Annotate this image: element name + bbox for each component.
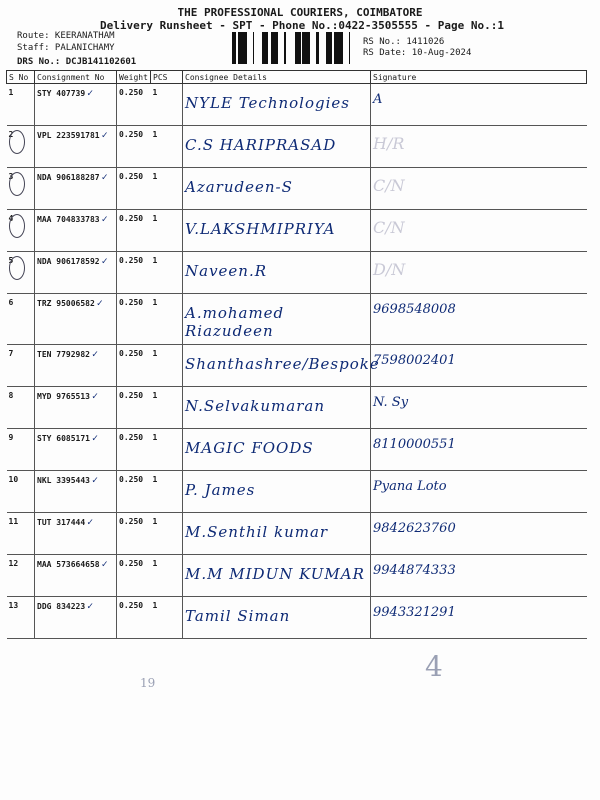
row-consignee xyxy=(183,345,380,387)
row-signature-text: C/N xyxy=(373,218,405,237)
table-row xyxy=(7,345,587,387)
row-consignment xyxy=(35,387,117,429)
row-pcs-text: 1 xyxy=(152,256,158,265)
barcode-bar xyxy=(328,32,331,64)
table-row xyxy=(7,294,587,345)
row-sno-text: 13 xyxy=(8,601,19,610)
row-weight-text: 0.250 xyxy=(119,517,144,526)
row-signature xyxy=(371,345,587,387)
row-sno-text: 11 xyxy=(8,517,19,526)
row-weight xyxy=(117,513,151,555)
barcode-bar xyxy=(284,32,286,64)
row-pcs xyxy=(151,429,183,471)
barcode-bar xyxy=(340,32,343,64)
row-sno xyxy=(7,210,35,252)
row-pcs xyxy=(151,345,183,387)
check-mark-icon: ✓ xyxy=(101,130,108,141)
row-signature xyxy=(371,597,587,639)
barcode-bar xyxy=(331,32,332,64)
row-signature xyxy=(371,513,587,555)
row-consignment-text: MYD 9765513 xyxy=(37,392,90,401)
row-pcs-text: 1 xyxy=(152,298,158,307)
table-row xyxy=(7,168,587,210)
runsheet-subtitle: Delivery Runsheet - SPT - Phone No.:0422-3505555 - Page No.:1 xyxy=(100,19,504,32)
row-consignment xyxy=(35,471,117,513)
row-consignment-text: STY 407739 xyxy=(37,89,86,98)
barcode-bar xyxy=(295,32,296,64)
barcode-bar xyxy=(338,32,340,64)
row-consignment-text: MAA 704833783 xyxy=(37,215,100,224)
row-weight xyxy=(117,471,151,513)
barcode-bar xyxy=(304,32,307,64)
row-signature-text: D/N xyxy=(373,260,406,279)
row-consignment-text: MAA 573664658 xyxy=(37,560,100,569)
row-consignment xyxy=(35,168,117,210)
row-sno-text: 9 xyxy=(8,433,14,442)
row-weight-text: 0.250 xyxy=(119,256,144,265)
row-sno xyxy=(7,294,35,345)
barcode-bar xyxy=(262,32,265,64)
row-weight-text: 0.250 xyxy=(119,130,144,139)
barcode-bar xyxy=(242,32,244,64)
row-signature-text: 7598002401 xyxy=(373,353,456,368)
rs-number: RS No.: 1411026 xyxy=(363,37,445,47)
staff-label: Staff: PALANICHAMY xyxy=(17,43,115,53)
row-pcs-text: 1 xyxy=(152,391,158,400)
row-signature xyxy=(371,294,587,345)
row-consignment-text: TUT 317444 xyxy=(37,518,86,527)
row-signature-text: 9944874333 xyxy=(373,563,456,578)
row-sno xyxy=(7,345,35,387)
row-signature-text: H/R xyxy=(373,134,405,153)
row-signature-text: N. Sy xyxy=(373,395,409,410)
row-sno xyxy=(7,252,35,294)
barcode-bar xyxy=(266,32,268,64)
row-consignment xyxy=(35,345,117,387)
circle-mark-icon xyxy=(9,256,25,280)
table-row xyxy=(7,252,587,294)
row-consignee-text: NYLE Technologies xyxy=(185,94,350,112)
table-row xyxy=(7,555,587,597)
row-sno-text: 1 xyxy=(8,88,14,97)
circle-mark-icon xyxy=(9,130,25,154)
barcode-bar xyxy=(265,32,266,64)
row-sno xyxy=(7,471,35,513)
row-sno xyxy=(7,168,35,210)
row-weight xyxy=(117,597,151,639)
col-header-pcs: PCS xyxy=(151,71,183,84)
row-consignee xyxy=(183,84,371,126)
row-consignment xyxy=(35,126,117,168)
barcode-bar xyxy=(235,32,236,64)
row-consignee xyxy=(183,471,371,513)
drs-number: DRS No.: DCJB141102601 xyxy=(17,57,137,67)
check-mark-icon: ✓ xyxy=(91,433,99,444)
row-weight-text: 0.250 xyxy=(119,391,144,400)
row-consignee xyxy=(183,429,371,471)
check-mark-icon: ✓ xyxy=(101,172,108,183)
row-consignee xyxy=(183,555,371,597)
row-signature xyxy=(371,387,587,429)
row-signature-text: 9842623760 xyxy=(373,521,456,536)
barcode-bar xyxy=(253,32,254,64)
barcode-bar xyxy=(307,32,308,64)
row-weight-text: 0.250 xyxy=(119,172,144,181)
row-sno xyxy=(7,387,35,429)
barcode-bar xyxy=(349,32,350,64)
row-pcs-text: 1 xyxy=(152,214,158,223)
circle-mark-icon xyxy=(9,172,25,196)
row-pcs xyxy=(151,84,183,126)
row-weight-text: 0.250 xyxy=(119,475,144,484)
row-consignee-text: MAGIC FOODS xyxy=(185,439,314,457)
row-consignee-text: A.mohamed Riazudeen xyxy=(185,304,285,340)
row-pcs xyxy=(151,126,183,168)
check-mark-icon: ✓ xyxy=(87,601,94,612)
table-row xyxy=(7,210,587,252)
row-consignee xyxy=(183,294,371,345)
table-row xyxy=(7,471,587,513)
row-sno-text: 4 xyxy=(8,214,14,223)
row-sno-text: 5 xyxy=(8,256,14,265)
row-weight-text: 0.250 xyxy=(119,298,144,307)
row-signature-text: A xyxy=(373,92,383,107)
row-sno xyxy=(7,597,35,639)
col-header-signature: Signature xyxy=(371,71,587,84)
row-consignment xyxy=(35,429,117,471)
barcode-bar xyxy=(298,32,301,64)
row-consignment xyxy=(35,294,117,345)
barcode-bar xyxy=(337,32,338,64)
row-consignment-text: STY 6085171 xyxy=(37,434,90,443)
col-header-consignee: Consignee Details xyxy=(183,71,371,84)
row-consignment-text: VPL 223591781 xyxy=(37,131,100,140)
row-weight-text: 0.250 xyxy=(119,559,144,568)
rs-date: RS Date: 10-Aug-2024 xyxy=(363,48,472,58)
col-header-sno: S No xyxy=(7,71,35,84)
row-sno xyxy=(7,126,35,168)
row-sno-text: 2 xyxy=(8,130,14,139)
row-pcs-text: 1 xyxy=(152,349,158,358)
check-mark-icon: ✓ xyxy=(101,256,108,267)
row-signature xyxy=(371,84,587,126)
runsheet-table xyxy=(6,70,587,639)
row-signature xyxy=(371,210,587,252)
check-mark-icon: ✓ xyxy=(91,391,99,402)
row-consignee-text: Tamil Siman xyxy=(185,607,291,625)
row-consignment xyxy=(35,597,117,639)
row-pcs-text: 1 xyxy=(152,517,158,526)
row-pcs xyxy=(151,168,183,210)
barcode-bar xyxy=(274,32,277,64)
row-signature xyxy=(371,168,587,210)
row-consignment xyxy=(35,210,117,252)
row-consignee-text: M.Senthil kumar xyxy=(185,523,329,541)
row-consignment-text: TRZ 95006582 xyxy=(37,299,95,308)
row-signature-text: C/N xyxy=(373,176,405,195)
row-consignment xyxy=(35,252,117,294)
barcode-bar xyxy=(244,32,247,64)
row-consignment xyxy=(35,513,117,555)
page-title: THE PROFESSIONAL COURIERS, COIMBATORE xyxy=(177,6,423,19)
row-consignee-text: P. James xyxy=(185,481,256,499)
row-consignment-text: DDG 834223 xyxy=(37,602,86,611)
row-consignee xyxy=(183,387,371,429)
row-signature xyxy=(371,126,587,168)
row-consignment-text: TEN 7792982 xyxy=(37,350,90,359)
row-weight xyxy=(117,168,151,210)
barcode-image xyxy=(232,32,354,64)
check-mark-icon: ✓ xyxy=(87,88,94,99)
row-signature xyxy=(371,252,587,294)
row-sno-text: 8 xyxy=(8,391,14,400)
barcode-bar xyxy=(271,32,272,64)
row-consignee xyxy=(183,126,371,168)
row-signature-text: 9943321291 xyxy=(373,605,456,620)
row-sno-text: 6 xyxy=(8,298,14,307)
row-signature-text: 8110000551 xyxy=(373,437,456,452)
row-pcs xyxy=(151,387,183,429)
row-weight-text: 0.250 xyxy=(119,601,144,610)
barcode-bar xyxy=(316,32,319,64)
col-header-weight: Weight xyxy=(117,71,151,84)
barcode-bar xyxy=(334,32,337,64)
row-sno-text: 10 xyxy=(8,475,19,484)
table-body xyxy=(7,84,587,639)
row-consignment-text: NDA 906178592 xyxy=(37,257,100,266)
row-consignment-text: NDA 906188287 xyxy=(37,173,100,182)
barcode-bar xyxy=(241,32,242,64)
row-sno xyxy=(7,513,35,555)
barcode-bar xyxy=(308,32,310,64)
check-mark-icon: ✓ xyxy=(101,214,108,225)
route-label: Route: KEERANATHAM xyxy=(17,31,115,41)
row-pcs-text: 1 xyxy=(152,475,158,484)
row-consignee-text: M.M MIDUN KUMAR xyxy=(185,565,365,583)
check-mark-icon: ✓ xyxy=(91,349,99,360)
row-consignee-text: Azarudeen-S xyxy=(185,178,293,196)
row-signature-text: 9698548008 xyxy=(373,302,456,317)
barcode-bar xyxy=(302,32,304,64)
table-row xyxy=(7,84,587,126)
row-pcs xyxy=(151,513,183,555)
row-pcs-text: 1 xyxy=(152,601,158,610)
row-pcs xyxy=(151,597,183,639)
check-mark-icon: ✓ xyxy=(96,298,103,309)
row-pcs-text: 1 xyxy=(152,172,158,181)
row-weight-text: 0.250 xyxy=(119,214,144,223)
row-consignee xyxy=(183,597,371,639)
row-consignee-text: Shanthashree/Bespoke xyxy=(185,355,380,373)
table-row xyxy=(7,429,587,471)
row-consignment xyxy=(35,84,117,126)
row-weight xyxy=(117,555,151,597)
row-signature xyxy=(371,471,587,513)
row-pcs-text: 1 xyxy=(152,88,158,97)
row-signature-text: Pyana Loto xyxy=(373,479,447,494)
row-consignee-text: V.LAKSHMIPRIYA xyxy=(185,220,336,238)
table-row xyxy=(7,387,587,429)
row-weight-text: 0.250 xyxy=(119,88,144,97)
row-weight xyxy=(117,84,151,126)
row-weight xyxy=(117,387,151,429)
row-weight xyxy=(117,252,151,294)
row-weight-text: 0.250 xyxy=(119,349,144,358)
row-pcs xyxy=(151,210,183,252)
row-pcs xyxy=(151,294,183,345)
row-pcs-text: 1 xyxy=(152,433,158,442)
row-sno-text: 7 xyxy=(8,349,14,358)
table-row xyxy=(7,513,587,555)
row-consignment-text: NKL 3395443 xyxy=(37,476,90,485)
check-mark-icon: ✓ xyxy=(87,517,94,528)
row-pcs xyxy=(151,555,183,597)
row-weight-text: 0.250 xyxy=(119,433,144,442)
row-sno xyxy=(7,429,35,471)
barcode-bar xyxy=(296,32,298,64)
row-consignee xyxy=(183,513,371,555)
row-signature xyxy=(371,555,587,597)
row-weight xyxy=(117,126,151,168)
row-sno xyxy=(7,84,35,126)
row-sno xyxy=(7,555,35,597)
barcode-bar xyxy=(232,32,235,64)
row-weight xyxy=(117,210,151,252)
row-pcs-text: 1 xyxy=(152,559,158,568)
row-weight xyxy=(117,429,151,471)
row-sno-text: 12 xyxy=(8,559,19,568)
row-pcs xyxy=(151,252,183,294)
barcode-bar xyxy=(277,32,278,64)
row-sno-text: 3 xyxy=(8,172,14,181)
row-weight xyxy=(117,294,151,345)
row-consignee-text: C.S HARIPRASAD xyxy=(185,136,337,154)
check-mark-icon: ✓ xyxy=(101,559,108,570)
row-consignee xyxy=(183,210,371,252)
table-header-row xyxy=(7,71,587,84)
row-pcs xyxy=(151,471,183,513)
row-weight xyxy=(117,345,151,387)
row-pcs-text: 1 xyxy=(152,130,158,139)
barcode-bar xyxy=(238,32,241,64)
barcode-bar xyxy=(326,32,328,64)
row-consignee-text: N.Selvakumaran xyxy=(185,397,325,415)
row-consignee-text: Naveen.R xyxy=(185,262,268,280)
barcode-bar xyxy=(272,32,274,64)
row-consignment xyxy=(35,555,117,597)
row-consignee xyxy=(183,168,371,210)
check-mark-icon: ✓ xyxy=(91,475,99,486)
row-consignee xyxy=(183,252,371,294)
table-row xyxy=(7,126,587,168)
circle-mark-icon xyxy=(9,214,25,238)
col-header-consignment: Consignment No xyxy=(35,71,117,84)
handwritten-note-left: 19 xyxy=(140,676,156,690)
table-row xyxy=(7,597,587,639)
handwritten-note-right: 4 xyxy=(425,650,443,683)
row-signature xyxy=(371,429,587,471)
